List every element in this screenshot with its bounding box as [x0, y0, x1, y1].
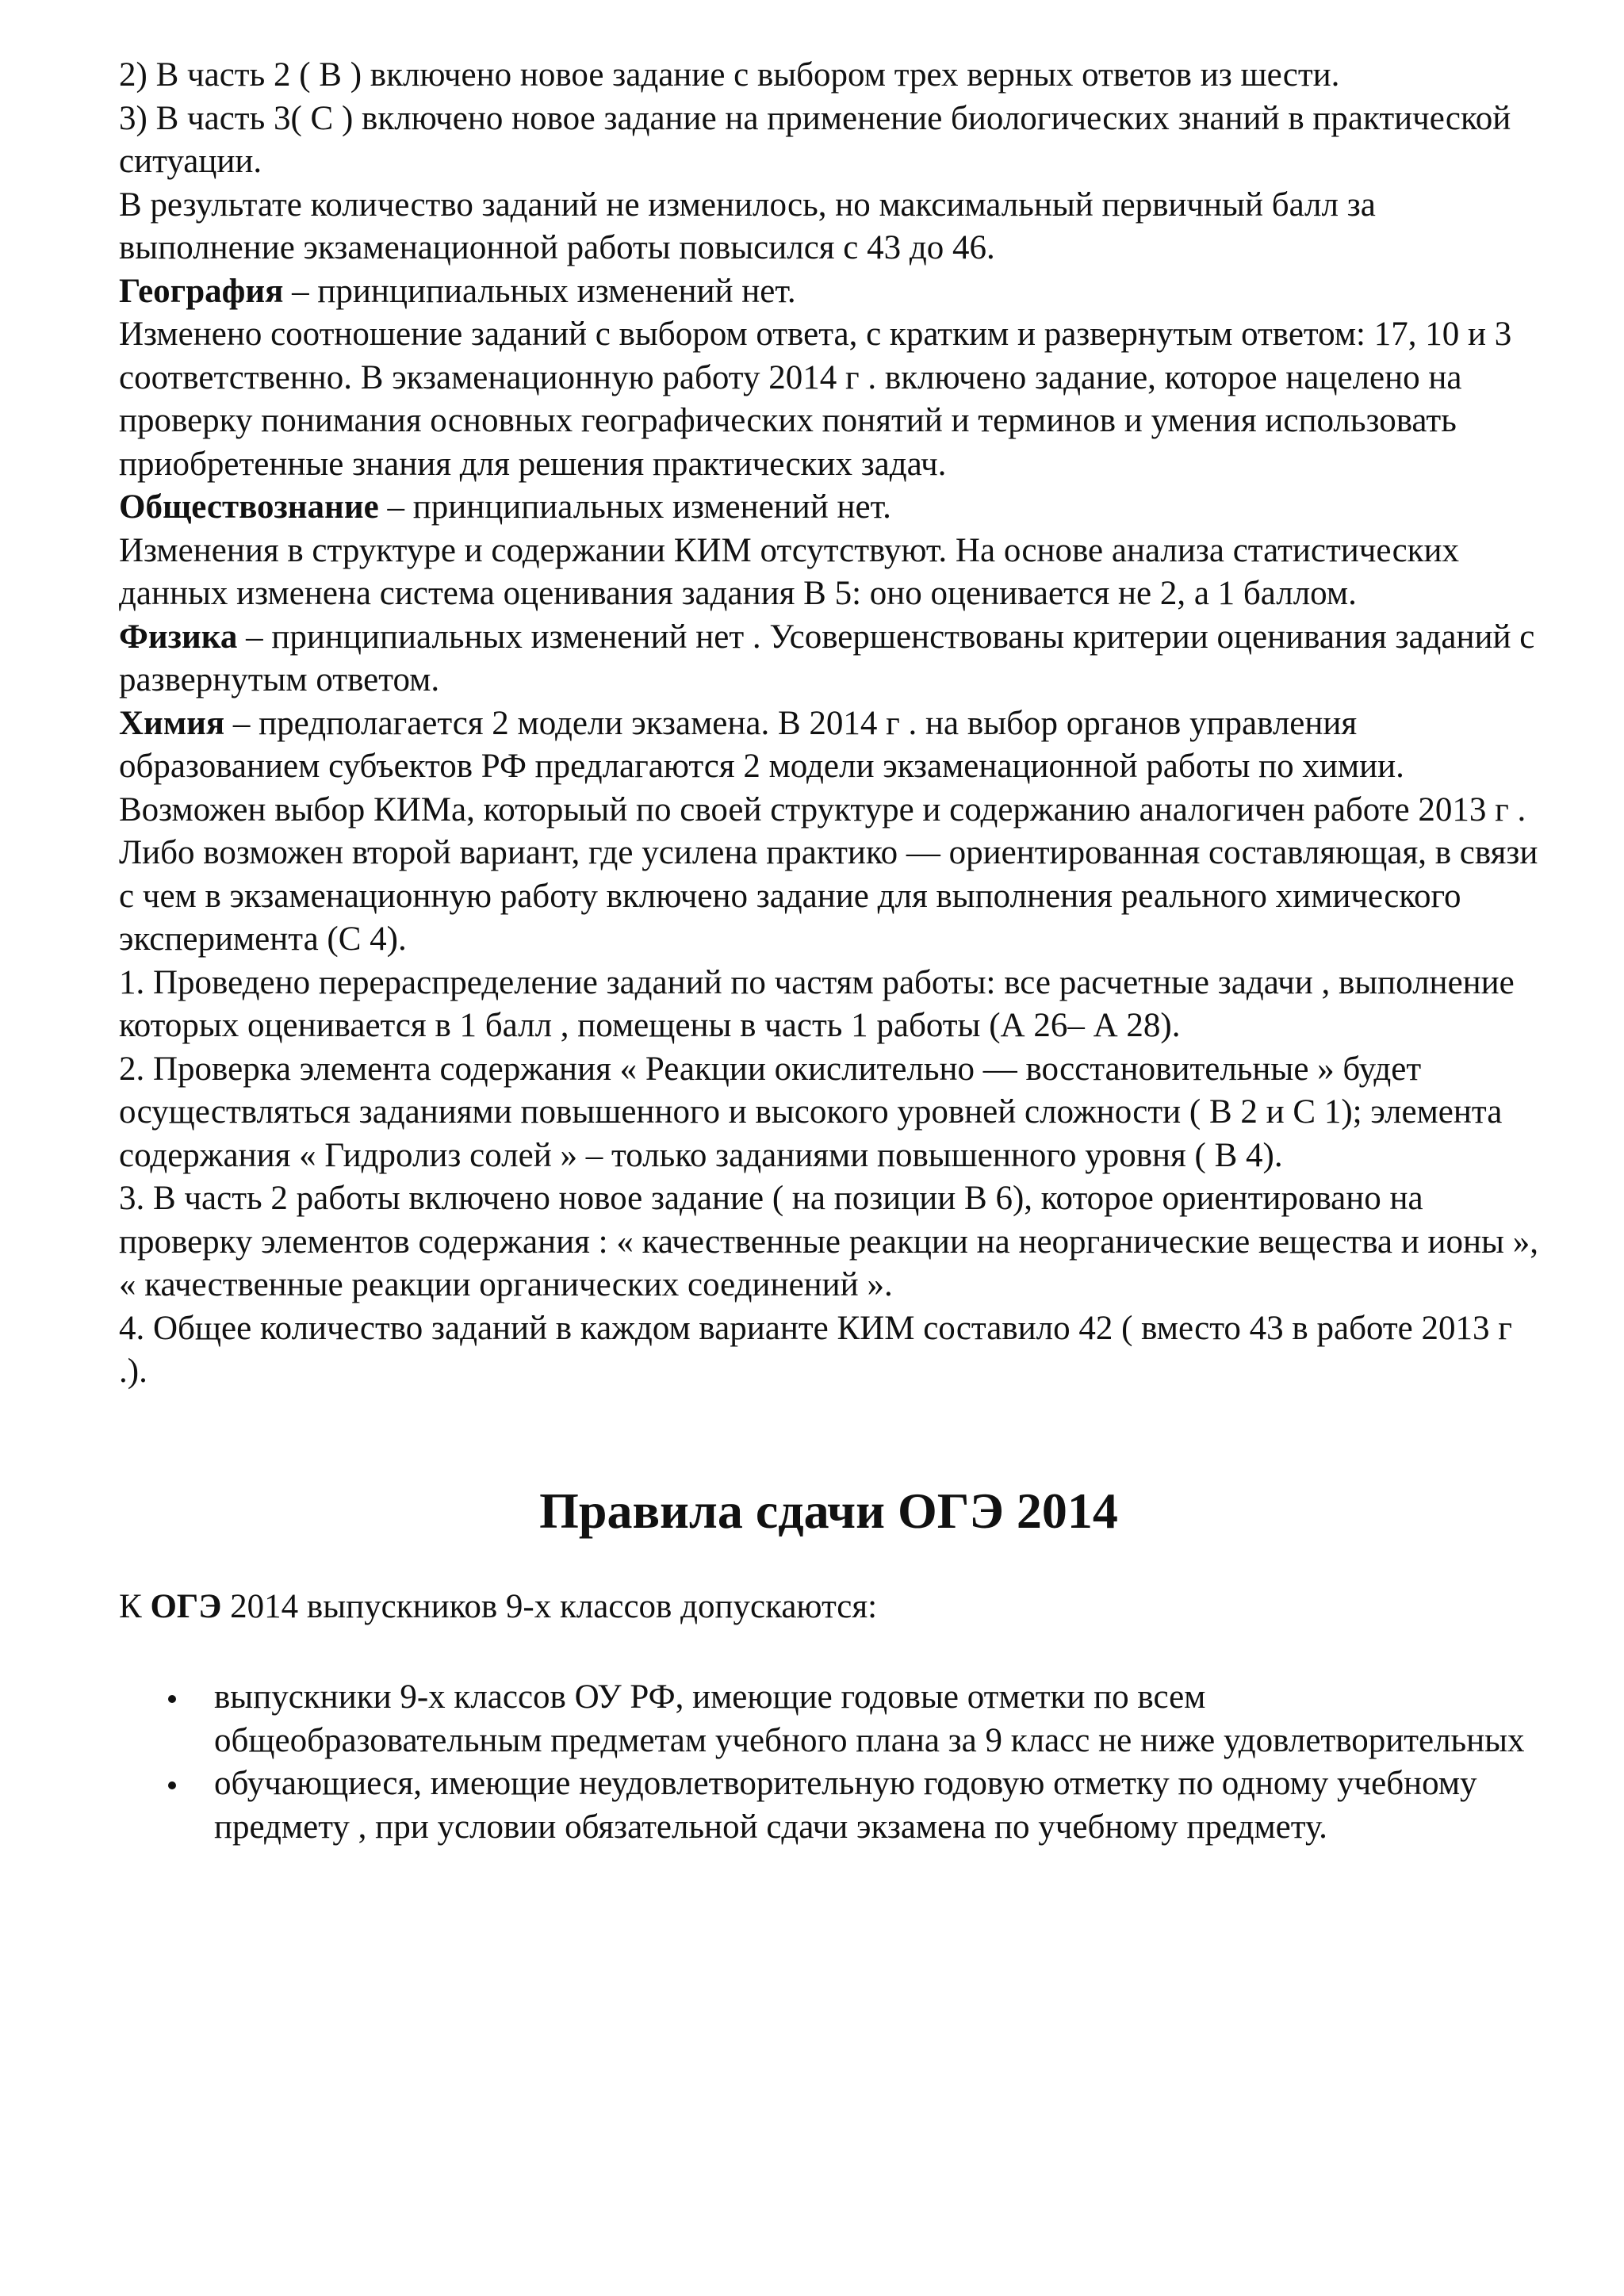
document-page: [119, 54, 1538, 1849]
chemistry-paragraph: [119, 702, 1538, 962]
geography-headline: [119, 270, 1538, 314]
social-details: Изменения в структуре и содержании КИМ отсутствуют. На основе анализа статистических данных изменена система оценивания задания В 5: оно оценивается не 2, а 1 баллом.: [119, 531, 1460, 612]
bio-item-2: 2) В часть 2 ( В ) включено новое задание с выбором трех верных ответов из шести.: [119, 56, 1340, 94]
rules-bullet-list: [119, 1676, 1538, 1849]
bio-result: В результате количество заданий не изменилось, но максимальный первичный балл за выполнение экзаменационной работы повысился с 43 до 46.: [119, 186, 1376, 266]
social-headline: [119, 486, 1538, 530]
physics-text: – принципиальных изменений нет . Усовершенствованы критерии оценивания заданий с развернутым ответом.: [119, 618, 1535, 698]
list-item: [119, 1676, 1538, 1762]
list-item-text: выпускники 9-х классов ОУ РФ, имеющие годовые отметки по всем общеобразовательным предметам учебного плана за 9 класс не ниже удовлетворительных: [214, 1678, 1525, 1759]
rules-intro-bold: ОГЭ: [150, 1587, 222, 1625]
chemistry-point-1: 1. Проведено перераспределение заданий по частям работы: все расчетные задачи , выполнение которых оценивается в 1 балл , помещены в часть 1 работы (А 26– А 28).: [119, 963, 1515, 1044]
rules-intro-prefix: К: [119, 1587, 151, 1625]
list-item-text: обучающиеся, имеющие неудовлетворительную годовую отметку по одному учебному предмету , при условии обязательной сдачи экзамена по учебному предмету.: [214, 1765, 1477, 1846]
rules-intro-suffix: 2014 выпускников 9-х классов допускаются:: [221, 1587, 878, 1625]
physics-paragraph: [119, 616, 1538, 702]
bullet-icon: [168, 1781, 176, 1789]
physics-subject: Физика: [119, 618, 238, 656]
geography-subject: География: [119, 272, 284, 310]
section-title: Правила сдачи ОГЭ 2014: [539, 1482, 1118, 1539]
social-subject: Обществознание: [119, 488, 379, 526]
chemistry-subject: Химия: [119, 704, 225, 742]
chemistry-point-4: 4. Общее количество заданий в каждом варианте КИМ составило 42 ( вместо 43 в работе 2013 г .).: [119, 1309, 1512, 1390]
chemistry-point-2: 2. Проверка элемента содержания « Реакции окислительно — восстановительные » будет осуществляться заданиями повышенного и высокого уровней сложности ( В 2 и С 1); элемента содержания « Гидролиз солей » – только заданиями повышенного уровня ( В 4).: [119, 1050, 1503, 1174]
chemistry-point-3: 3. В часть 2 работы включено новое задание ( на позиции В 6), которое ориентировано на проверку элементов содержания : « качественные реакции на неорганические вещества и ионы », « качественные реакции органических соединений ».: [119, 1180, 1538, 1303]
bullet-icon: [168, 1695, 176, 1703]
bio-item-3: 3) В часть 3( С ) включено новое задание на применение биологических знаний в практической ситуации.: [119, 99, 1511, 180]
geography-details: Изменено соотношение заданий с выбором ответа, с кратким и развернутым ответом: 17, 10 и 3 соответственно. В экзаменационную работу 2014 г . включено задание, которое нацелено на проверку понимания основных географических понятий и терминов и умения использовать приобретенные знания для решения практических задач.: [119, 316, 1512, 483]
list-item: [119, 1762, 1538, 1849]
social-headline-text: – принципиальных изменений нет.: [378, 488, 891, 526]
chemistry-text: – предполагается 2 модели экзамена. В 2014 г . на выбор органов управления образованием субъектов РФ предлагаются 2 модели экзаменационной работы по химии. Возможен выбор КИМа, которыый по своей структуре и содержанию аналогичен работе 2013 г . Либо возможен второй вариант, где усилена практико — ориентированная составляющая, в связи с чем в экзаменационную работу включено задание для выполнения реального химического эксперимента (С 4).: [119, 704, 1538, 958]
geography-headline-text: – принципиальных изменений нет.: [283, 272, 796, 310]
rules-intro: [119, 1586, 1538, 1629]
